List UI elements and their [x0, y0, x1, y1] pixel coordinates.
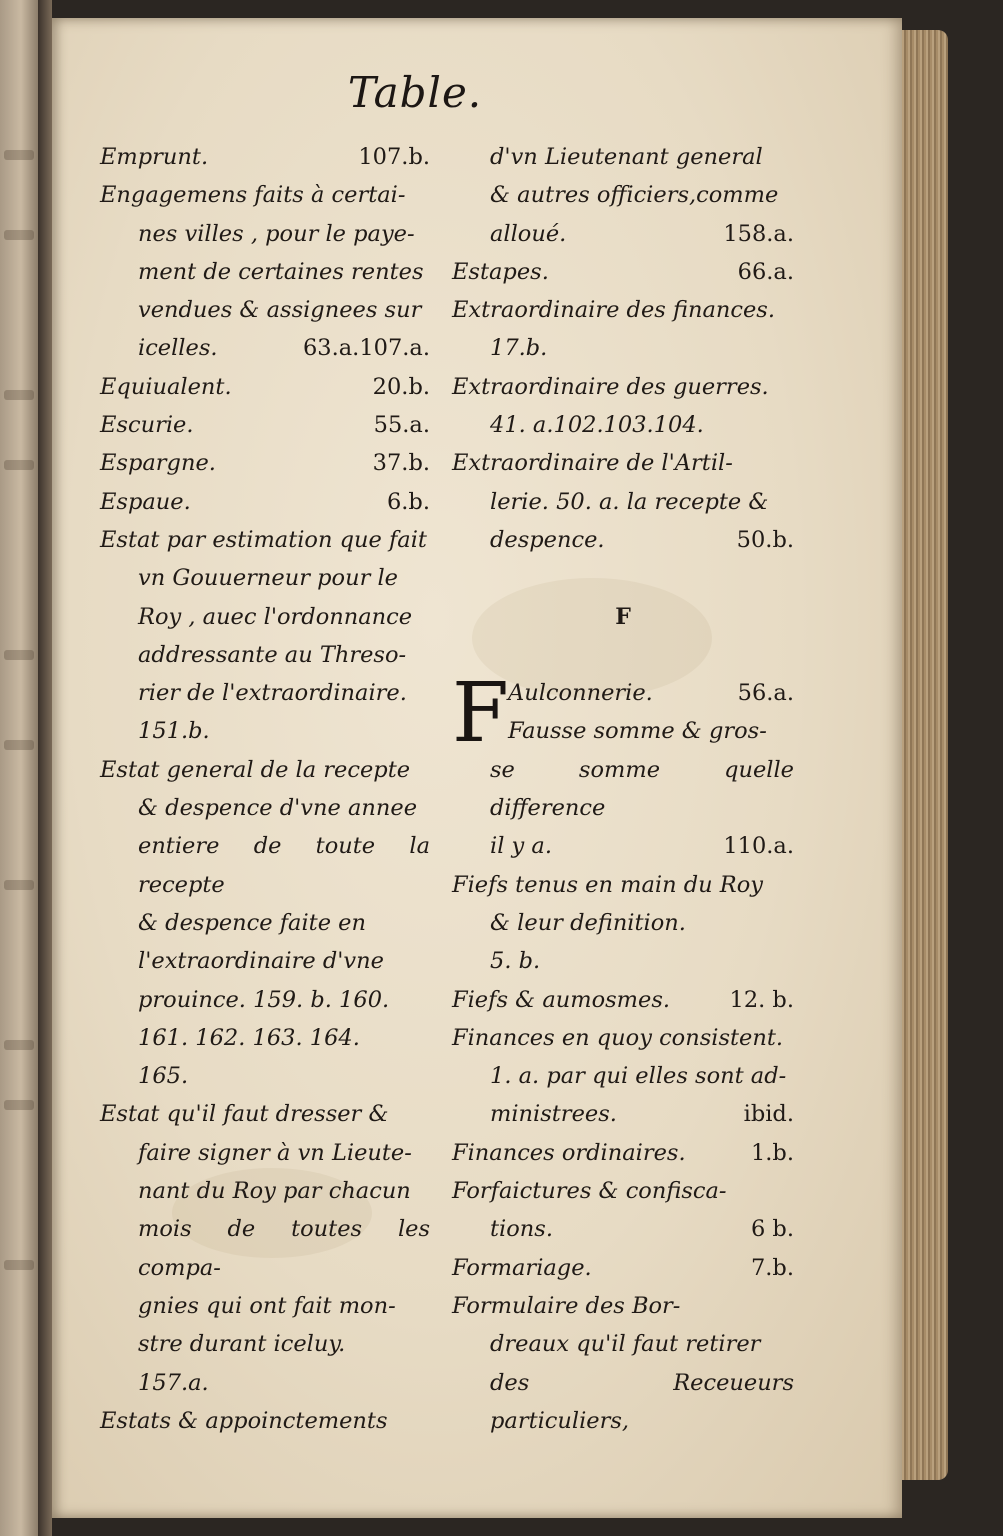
index-entry-continuation	[100, 1019, 430, 1057]
entry-text: 17.b.	[490, 335, 548, 362]
index-entry	[452, 1134, 794, 1172]
entry-text: ministrees.	[490, 1101, 617, 1128]
index-entry-continuation	[100, 329, 430, 367]
entry-text: Estat par estimation que fait	[100, 526, 427, 553]
entry-text: nant du Roy par chacun	[138, 1178, 411, 1205]
entry-text: prouince. 159. b. 160.	[138, 986, 390, 1013]
page-reference: 37.b.	[372, 450, 430, 477]
entry-text: 165.	[138, 1063, 189, 1090]
index-entry	[452, 291, 794, 368]
book-gutter	[38, 0, 52, 1536]
page-reference: 158.a.	[723, 220, 794, 247]
entry-text: Formulaire des Bor-	[452, 1292, 681, 1319]
index-entry-continuation	[452, 1095, 794, 1133]
index-entry-heading	[452, 1287, 794, 1325]
index-entry-continuation	[100, 215, 430, 253]
index-entry	[100, 1402, 430, 1440]
index-entry	[452, 1249, 794, 1287]
index-entry	[100, 368, 430, 406]
index-entry-continuation	[452, 827, 794, 865]
index-entry-heading	[452, 1134, 794, 1172]
entry-text: & despence faite en	[138, 909, 366, 936]
entry-text: Finances ordinaires.	[452, 1139, 686, 1166]
entry-text: Extraordinaire des guerres.	[452, 373, 769, 400]
bleed-mark	[4, 390, 34, 400]
entry-text: vn Gouuerneur pour le	[138, 565, 398, 592]
entry-text: Engagemens faits à certai-	[100, 182, 406, 209]
entry-line-row	[100, 368, 430, 406]
index-entry-continuation	[452, 1325, 794, 1363]
index-entry-heading	[452, 1249, 794, 1287]
bleed-mark	[4, 230, 34, 240]
entry-text: Espaue.	[100, 488, 191, 515]
entry-text: Fausse somme & gros-	[508, 718, 767, 745]
entry-line-row	[100, 138, 430, 176]
entry-text: tions.	[490, 1216, 553, 1243]
index-column-left	[100, 138, 430, 1440]
entry-text: 5. b.	[490, 948, 541, 975]
entry-line-row	[100, 406, 430, 444]
entry-line-row	[452, 1134, 794, 1172]
entry-line-row	[138, 329, 430, 367]
index-entry-continuation	[452, 1057, 794, 1095]
entry-text: l'extraordinaire d'vne	[138, 948, 384, 975]
entry-text: addressante au Threso-	[138, 641, 407, 668]
index-entry-continuation	[100, 1134, 430, 1172]
index-column-right	[452, 138, 794, 1440]
entry-text: Equiualent.	[100, 373, 232, 400]
index-entry-continuation	[452, 942, 794, 980]
entry-text: Fiefs & aumosmes.	[452, 986, 671, 1013]
index-entry-continuation	[452, 1210, 794, 1248]
index-entry-continuation	[100, 253, 430, 291]
entry-text: Extraordinaire des finances.	[452, 297, 775, 324]
entry-line-row	[490, 827, 794, 865]
index-entry-heading	[100, 1095, 430, 1133]
index-entry-continuation	[452, 176, 794, 214]
index-entry	[100, 444, 430, 482]
index-entry-continuation	[452, 329, 794, 367]
entry-line-row	[490, 1210, 794, 1248]
entry-line-row	[490, 521, 794, 559]
entry-text: nes villes , pour le paye-	[138, 220, 415, 247]
index-entry-continuation	[100, 291, 430, 329]
index-entry-continuation	[100, 942, 430, 980]
entry-text: Emprunt.	[100, 144, 209, 170]
entry-text: Estat qu'il faut dresser &	[100, 1101, 389, 1128]
entry-line-row	[100, 483, 430, 521]
index-entry-heading	[100, 138, 430, 176]
index-entry	[452, 981, 794, 1019]
index-entry-heading	[452, 866, 794, 904]
entry-text: Estapes.	[452, 258, 549, 285]
page-reference: 20.b.	[372, 373, 430, 400]
index-entry-continuation	[100, 1210, 430, 1287]
index-entries-f	[452, 666, 794, 1440]
index-entry	[100, 1095, 430, 1401]
index-entry-heading	[100, 368, 430, 406]
bleed-mark	[4, 150, 34, 160]
index-entry-heading	[452, 1172, 794, 1210]
entry-text: gnies qui ont fait mon-	[138, 1292, 396, 1319]
index-entry	[452, 253, 794, 291]
entry-line-row	[490, 1095, 794, 1133]
entry-line-row	[490, 215, 794, 253]
page-reference: 110.a.	[723, 833, 794, 860]
index-entry	[100, 521, 430, 751]
index-entry-heading	[452, 444, 794, 482]
section-f-block	[452, 666, 794, 1440]
index-entry	[452, 1172, 794, 1249]
index-entry	[452, 1287, 794, 1440]
index-entry-continuation	[452, 406, 794, 444]
index-entry-continuation	[100, 674, 430, 712]
index-entry	[100, 176, 430, 367]
index-entry-continuation	[100, 789, 430, 827]
index-entry	[100, 751, 430, 1096]
entry-line-row	[452, 1249, 794, 1287]
index-entry-continuation	[100, 636, 430, 674]
index-entry-continuation	[100, 1325, 430, 1363]
bleed-mark	[4, 1040, 34, 1050]
index-entry	[452, 1019, 794, 1134]
index-entry	[452, 444, 794, 559]
page-reference: 56.a.	[737, 680, 794, 707]
page-reference: 7.b.	[750, 1254, 794, 1281]
page-reference: 55.a.	[373, 412, 430, 439]
index-entry-heading	[452, 138, 794, 176]
index-entry-heading	[100, 1402, 430, 1440]
index-entry-heading	[100, 521, 430, 559]
index-entry-continuation	[452, 215, 794, 253]
entry-text: & leur definition.	[490, 909, 686, 936]
drop-capital: F	[452, 666, 509, 762]
index-entry-continuation	[100, 904, 430, 942]
entry-text: vendues & assignees sur	[138, 297, 422, 324]
entry-text: ment de certaines rentes	[138, 258, 424, 285]
index-entry-heading	[100, 751, 430, 789]
entry-text: des Receueurs particuliers,	[490, 1369, 794, 1434]
index-entry-continuation	[452, 904, 794, 942]
index-entry-continuation	[452, 751, 794, 828]
index-entry-continuation	[100, 712, 430, 750]
entry-text: d'vn Lieutenant general	[490, 144, 763, 170]
entry-line-row	[452, 253, 794, 291]
entry-text: stre durant iceluy.	[138, 1331, 346, 1358]
entry-text: Aulconnerie.	[508, 680, 653, 707]
entry-text: Roy , auec l'ordonnance	[138, 603, 413, 630]
index-entry-continuation	[100, 559, 430, 597]
bleed-mark	[4, 1100, 34, 1110]
entry-text: se somme quelle difference	[490, 756, 794, 822]
entry-text: 161. 162. 163. 164.	[138, 1024, 360, 1051]
index-entry-continuation	[100, 1172, 430, 1210]
entry-text: alloué.	[490, 220, 567, 247]
index-entry-continuation	[100, 1287, 430, 1325]
index-entry	[452, 138, 794, 253]
entry-text: 41. a.102.103.104.	[490, 412, 704, 439]
entry-text: Escurie.	[100, 412, 194, 439]
index-entry	[100, 483, 430, 521]
entry-text: 151.b.	[138, 718, 210, 745]
bleed-mark	[4, 880, 34, 890]
entry-text: Extraordinaire de l'Artil-	[452, 450, 733, 477]
entry-text: rier de l'extraordinaire.	[138, 680, 407, 707]
page-reference: 107.b.	[358, 144, 430, 170]
entry-text: faire signer à vn Lieute-	[138, 1139, 412, 1166]
index-entry-heading	[100, 406, 430, 444]
entry-text: Estat general de la recepte	[100, 756, 411, 783]
page-reference: 1.b.	[750, 1139, 794, 1166]
index-entry-heading	[100, 444, 430, 482]
entry-text: Finances en quoy consistent.	[452, 1024, 784, 1051]
index-entry-continuation	[452, 521, 794, 559]
entry-line-row	[508, 674, 794, 712]
index-entry-continuation	[452, 483, 794, 521]
index-entry-heading	[452, 253, 794, 291]
page-block-edge	[902, 30, 948, 1480]
entry-text: dreaux qu'il faut retirer	[490, 1331, 761, 1358]
index-entry	[100, 138, 430, 176]
index-entry-heading	[100, 483, 430, 521]
entry-text: 157.a.	[138, 1369, 209, 1396]
previous-page-edge	[0, 0, 38, 1536]
index-entry	[100, 406, 430, 444]
index-entry-continuation	[100, 981, 430, 1019]
page-reference: 63.a.107.a.	[302, 335, 430, 362]
entry-text: Espargne.	[100, 450, 216, 477]
index-entry-continuation	[100, 1057, 430, 1095]
entry-text: lerie. 50. a. la recepte &	[490, 488, 769, 515]
index-entry-continuation	[452, 1364, 794, 1441]
index-entry-heading	[452, 981, 794, 1019]
entry-text: & despence d'vne annee	[138, 795, 418, 822]
entry-text: icelles.	[138, 335, 218, 362]
entry-text: Estats & appoinctements	[100, 1407, 388, 1434]
entry-text: mois de toutes les compa-	[138, 1216, 430, 1281]
page-reference: 50.b.	[736, 526, 794, 553]
index-entry-heading	[452, 291, 794, 329]
page-reference: ibid.	[743, 1101, 794, 1128]
entry-text: 1. a. par qui elles sont ad-	[490, 1063, 787, 1090]
page-reference: 6 b.	[750, 1216, 794, 1243]
index-entry	[452, 368, 794, 445]
bleed-mark	[4, 1260, 34, 1270]
bleed-mark	[4, 650, 34, 660]
entry-text: il y a.	[490, 833, 552, 860]
index-entry-continuation	[100, 1364, 430, 1402]
page-reference: 12. b.	[729, 986, 794, 1013]
section-letter-heading: F	[615, 603, 631, 630]
bleed-mark	[4, 460, 34, 470]
entry-text: Forfaictures & confisca-	[452, 1178, 727, 1205]
index-entries-e-continued	[452, 138, 794, 559]
page-reference: 6.b.	[386, 488, 430, 515]
page-reference: 66.a.	[737, 258, 794, 285]
index-entry-continuation	[100, 827, 430, 904]
spacer	[452, 559, 794, 597]
bleed-mark	[4, 740, 34, 750]
entry-text: Formariage.	[452, 1254, 592, 1281]
index-entry-heading	[452, 1019, 794, 1057]
index-entry	[452, 866, 794, 981]
entry-line-row	[100, 444, 430, 482]
index-entry-continuation	[100, 598, 430, 636]
entry-text: despence.	[490, 526, 605, 553]
entry-line-row	[452, 981, 794, 1019]
index-entry-heading	[100, 176, 430, 214]
page-title: Table.	[347, 68, 483, 117]
index-entry-heading	[452, 368, 794, 406]
entry-text: entiere de toute la recepte	[138, 833, 430, 898]
entry-text: & autres officiers,comme	[490, 182, 779, 209]
entry-text: Fiefs tenus en main du Roy	[452, 871, 763, 898]
